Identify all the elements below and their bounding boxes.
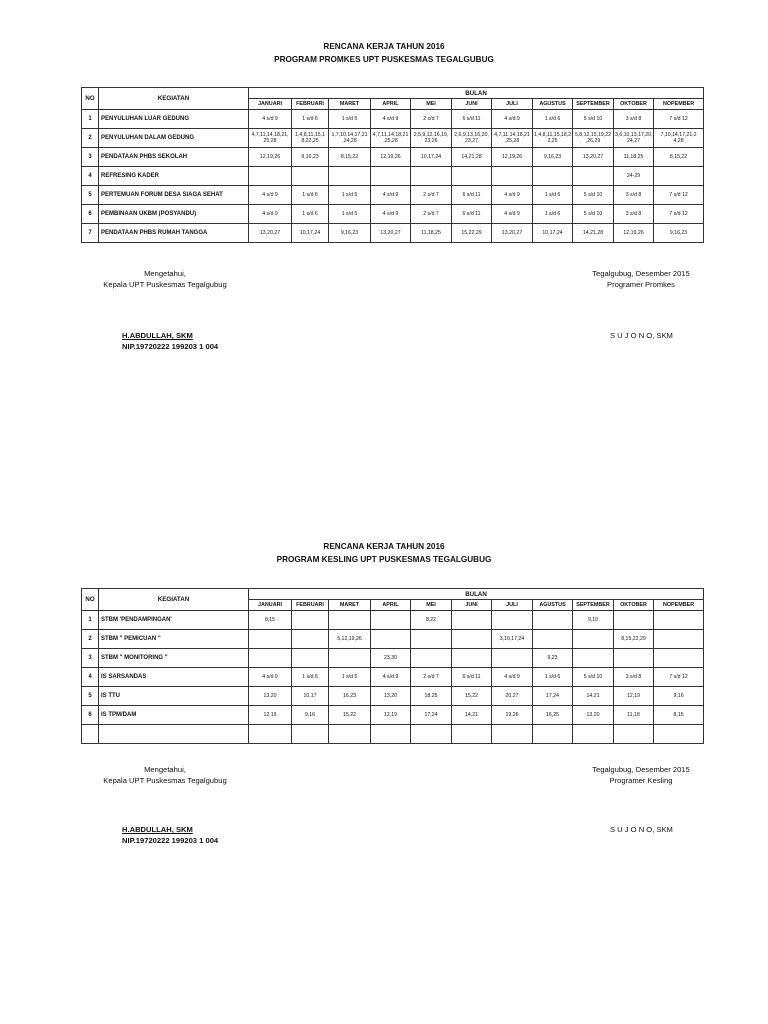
schedule-cell: 13,20,27	[249, 224, 292, 243]
schedule-cell: 12,19,26	[614, 224, 654, 243]
schedule-cell: 4 s/d 9	[371, 668, 411, 687]
schedule-cell	[371, 611, 411, 630]
row-number: 2	[82, 129, 99, 148]
schedule-cell	[411, 649, 452, 668]
header-month: JUNI	[452, 600, 492, 611]
schedule-cell: 19,26	[492, 706, 533, 725]
row-number: 4	[82, 167, 99, 186]
schedule-cell: 9,16	[292, 706, 329, 725]
sig-left-name: H.ABDULLAH, SKM	[122, 331, 193, 340]
header-bulan: BULAN	[249, 589, 704, 600]
header-month: MEI	[411, 99, 452, 110]
row-kegiatan: IS TPM/DAM	[99, 706, 249, 725]
sig-right-line1: Tegalgubug, Desember 2015	[592, 269, 690, 278]
schedule-cell: 5 s/d 10	[573, 186, 614, 205]
row-number: 4	[82, 668, 99, 687]
header-bulan: BULAN	[249, 88, 704, 99]
schedule-cell: 5 s/d 10	[573, 110, 614, 129]
schedule-cell: 4 s/d 9	[371, 205, 411, 224]
schedule-cell: 1 s/d 5	[329, 110, 371, 129]
empty-cell	[573, 725, 614, 744]
sig-left-line2: Kepala UPT Puskesmas Tegalgubug	[103, 280, 227, 289]
row-kegiatan: PEMBINAAN UKBM (POSYANDU)	[99, 205, 249, 224]
empty-cell	[99, 725, 249, 744]
schedule-cell	[452, 630, 492, 649]
row-number: 5	[82, 186, 99, 205]
schedule-cell: 1 s/d 6	[533, 186, 573, 205]
row-kegiatan: STBM " PEMICUAN "	[99, 630, 249, 649]
doc1-schedule-table	[81, 87, 704, 243]
schedule-cell: 4,7,11,14,18,21 ,25,28	[492, 129, 533, 148]
schedule-cell	[492, 611, 533, 630]
sig-right-line1: Tegalgubug, Desember 2015	[592, 765, 690, 774]
doc2-signature-right-name	[610, 824, 673, 835]
header-kegiatan: KEGIATAN	[99, 589, 249, 611]
doc2-schedule-table	[81, 588, 704, 744]
header-month: JANUARI	[249, 600, 292, 611]
schedule-cell: 11,18,25	[614, 148, 654, 167]
table-row	[82, 611, 704, 630]
doc1-title-line2: PROGRAM PROMKES UPT PUSKESMAS TEGALGUBUG	[274, 55, 494, 64]
header-month: AGUSTUS	[533, 600, 573, 611]
schedule-cell	[492, 167, 533, 186]
table-row	[82, 148, 704, 167]
schedule-cell: 8,22	[411, 611, 452, 630]
schedule-cell: 2 s/d 7	[411, 205, 452, 224]
schedule-cell: 4 s/d 9	[492, 186, 533, 205]
schedule-cell: 4,7,11,14,18,21, 25,28	[249, 129, 292, 148]
schedule-cell: 9,16,23	[329, 224, 371, 243]
table-row	[82, 205, 704, 224]
schedule-cell	[573, 167, 614, 186]
header-month: SEPTEMBER	[573, 600, 614, 611]
schedule-cell: 5,12,19,26	[329, 630, 371, 649]
header-month: APRIL	[371, 600, 411, 611]
schedule-cell: 15,22	[452, 687, 492, 706]
table-row	[82, 706, 704, 725]
empty-cell	[411, 725, 452, 744]
header-month: AGUSTUS	[533, 99, 573, 110]
schedule-cell	[249, 649, 292, 668]
schedule-cell: 2 s/d 7	[411, 110, 452, 129]
doc2-title	[0, 540, 768, 566]
schedule-cell	[292, 630, 329, 649]
schedule-cell: 17,24	[411, 706, 452, 725]
schedule-cell: 7 s/d 12	[654, 205, 704, 224]
schedule-cell: 14,21	[573, 687, 614, 706]
schedule-cell	[249, 630, 292, 649]
schedule-cell: 9,16,23	[533, 148, 573, 167]
schedule-cell: 4 s/d 9	[249, 668, 292, 687]
row-kegiatan: IS SARSANDAS	[99, 668, 249, 687]
sig-right-line2: Programer Promkes	[607, 280, 675, 289]
schedule-cell: 1 s/d 6	[292, 668, 329, 687]
schedule-cell: 8,15	[249, 611, 292, 630]
schedule-cell: 14,21,28	[452, 148, 492, 167]
header-month: NOPEMBER	[654, 99, 704, 110]
schedule-cell: 3,6,10,13,17,20, 24,27	[614, 129, 654, 148]
schedule-cell: 4 s/d 9	[249, 110, 292, 129]
schedule-cell: 5 s/d 10	[573, 205, 614, 224]
schedule-cell: 2 s/d 7	[411, 668, 452, 687]
schedule-cell: 16,25	[533, 706, 573, 725]
empty-cell	[249, 725, 292, 744]
schedule-cell: 8,15,22	[654, 148, 704, 167]
schedule-cell: 24-29	[614, 167, 654, 186]
sig-left-name: H.ABDULLAH, SKM	[122, 825, 193, 834]
table-row	[82, 186, 704, 205]
doc1-signature-left	[100, 268, 230, 290]
schedule-cell: 10,17,24	[411, 148, 452, 167]
schedule-cell: 13,20,27	[573, 148, 614, 167]
empty-cell	[614, 725, 654, 744]
schedule-cell: 11,18,25	[411, 224, 452, 243]
schedule-cell: 13,20	[573, 706, 614, 725]
schedule-cell: 1 s/d 5	[329, 186, 371, 205]
schedule-cell: 5,8,12,15,19,22 ,26,29	[573, 129, 614, 148]
schedule-cell	[573, 630, 614, 649]
header-month: MARET	[329, 99, 371, 110]
empty-cell	[492, 725, 533, 744]
empty-cell	[82, 725, 99, 744]
schedule-cell: 1 s/d 6	[533, 205, 573, 224]
schedule-cell: 16,23	[329, 687, 371, 706]
schedule-cell: 1,4,8,11,15,1 8,22,25	[292, 129, 329, 148]
schedule-cell: 3 s/d 8	[614, 186, 654, 205]
schedule-cell: 7 s/d 12	[654, 110, 704, 129]
schedule-cell: 20,27	[492, 687, 533, 706]
schedule-cell: 4 s/d 9	[492, 110, 533, 129]
schedule-cell: 13,20,27	[371, 224, 411, 243]
schedule-cell	[329, 611, 371, 630]
schedule-cell: 2,5,9,12,16,19, 23,26	[411, 129, 452, 148]
header-month: NOPEMBER	[654, 600, 704, 611]
schedule-cell	[292, 167, 329, 186]
doc2-title-line1: RENCANA KERJA TAHUN 2016	[323, 542, 445, 551]
row-number: 2	[82, 630, 99, 649]
schedule-cell: 14,21	[452, 706, 492, 725]
sig-left-line1: Mengetahui,	[144, 269, 186, 278]
row-kegiatan: PERTEMUAN FORUM DESA SIAGA SEHAT	[99, 186, 249, 205]
schedule-cell: 11,18	[614, 706, 654, 725]
schedule-cell: 5 s/d 10	[573, 668, 614, 687]
sig-right-line2: Programer Kesling	[609, 776, 673, 785]
schedule-cell	[452, 649, 492, 668]
schedule-cell: 1 s/d 6	[292, 110, 329, 129]
header-month: OKTOBER	[614, 99, 654, 110]
schedule-cell: 1,7,10,14,17,21 ,24,28	[329, 129, 371, 148]
header-month: SEPTEMBER	[573, 99, 614, 110]
schedule-cell: 6 s/d 11	[452, 186, 492, 205]
schedule-cell: 10,17,24	[292, 224, 329, 243]
schedule-cell: 13,20	[371, 687, 411, 706]
schedule-cell	[452, 611, 492, 630]
schedule-cell: 2 s/d 7	[411, 186, 452, 205]
schedule-cell: 9,16,23	[292, 148, 329, 167]
header-month: FEBRUARI	[292, 99, 329, 110]
schedule-cell: 9,16,23	[654, 224, 704, 243]
schedule-cell: 1 s/d 6	[292, 186, 329, 205]
row-number: 3	[82, 148, 99, 167]
table-row	[82, 129, 704, 148]
schedule-cell: 1 s/d 6	[533, 110, 573, 129]
header-month: JUNI	[452, 99, 492, 110]
header-month: APRIL	[371, 99, 411, 110]
schedule-cell: 12,19,26	[492, 148, 533, 167]
header-no: NO	[82, 88, 99, 110]
schedule-cell: 12,19	[249, 706, 292, 725]
schedule-cell	[533, 611, 573, 630]
schedule-cell	[614, 649, 654, 668]
empty-cell	[371, 725, 411, 744]
header-month: OKTOBER	[614, 600, 654, 611]
schedule-cell	[654, 611, 704, 630]
schedule-cell: 8,15,22,29	[614, 630, 654, 649]
schedule-cell: 4 s/d 9	[492, 205, 533, 224]
schedule-cell: 6 s/d 11	[452, 205, 492, 224]
schedule-cell: 23,30	[371, 649, 411, 668]
doc1-title	[0, 40, 768, 66]
schedule-cell: 12,19	[371, 706, 411, 725]
schedule-cell	[573, 649, 614, 668]
schedule-cell: 4 s/d 9	[371, 110, 411, 129]
table-row	[82, 649, 704, 668]
doc1-signature-left-name	[122, 330, 218, 352]
schedule-cell: 7,10,14,17,21,2 4,28	[654, 129, 704, 148]
row-kegiatan: STBM " MONITORING "	[99, 649, 249, 668]
empty-cell	[292, 725, 329, 744]
schedule-cell: 9,16	[654, 687, 704, 706]
schedule-cell	[371, 167, 411, 186]
schedule-cell: 13,20	[249, 687, 292, 706]
schedule-cell: 7 s/d 12	[654, 186, 704, 205]
row-number: 3	[82, 649, 99, 668]
table-row-empty	[82, 725, 704, 744]
empty-cell	[654, 725, 704, 744]
sig-right-name: S U J O N O, SKM	[610, 331, 673, 340]
schedule-cell: 12,19,26	[371, 148, 411, 167]
row-kegiatan: PENDATAAN PHBS RUMAH TANGGA	[99, 224, 249, 243]
schedule-cell	[654, 167, 704, 186]
schedule-cell	[411, 630, 452, 649]
sig-left-line2: Kepala UPT Puskesmas Tegalgubug	[103, 776, 227, 785]
schedule-cell: 4 s/d 9	[249, 205, 292, 224]
header-month: JANUARI	[249, 99, 292, 110]
schedule-cell: 9,23	[533, 649, 573, 668]
schedule-cell: 3 s/d 8	[614, 205, 654, 224]
schedule-cell: 13,20,27	[492, 224, 533, 243]
schedule-cell: 10,17,24	[533, 224, 573, 243]
schedule-cell: 1 s/d 5	[329, 205, 371, 224]
schedule-cell	[492, 649, 533, 668]
doc1-title-line1: RENCANA KERJA TAHUN 2016	[323, 42, 445, 51]
schedule-cell: 18,25	[411, 687, 452, 706]
row-kegiatan: PENYULUHAN LUAR GEDUNG	[99, 110, 249, 129]
table-row	[82, 687, 704, 706]
schedule-cell: 1,4,8,11,15,18,2 2,25	[533, 129, 573, 148]
schedule-cell: 4 s/d 9	[371, 186, 411, 205]
schedule-cell: 6 s/d 11	[452, 110, 492, 129]
schedule-cell	[249, 167, 292, 186]
row-number: 7	[82, 224, 99, 243]
schedule-cell: 4 s/d 9	[249, 186, 292, 205]
schedule-cell: 4 s/d 9	[492, 668, 533, 687]
row-kegiatan: IS TTU	[99, 687, 249, 706]
header-kegiatan: KEGIATAN	[99, 88, 249, 110]
schedule-cell	[411, 167, 452, 186]
schedule-cell	[654, 649, 704, 668]
header-month: MEI	[411, 600, 452, 611]
schedule-cell: 8,15	[654, 706, 704, 725]
empty-cell	[452, 725, 492, 744]
header-month: JULI	[492, 99, 533, 110]
schedule-cell	[329, 167, 371, 186]
row-number: 6	[82, 205, 99, 224]
header-month: MARET	[329, 600, 371, 611]
schedule-cell	[533, 630, 573, 649]
doc2-signature-left	[100, 764, 230, 786]
table-row	[82, 668, 704, 687]
schedule-cell: 1 s/d 5	[329, 668, 371, 687]
doc1-signature-right	[568, 268, 714, 290]
schedule-cell	[371, 630, 411, 649]
schedule-cell	[292, 649, 329, 668]
sig-right-name: S U J O N O, SKM	[610, 825, 673, 834]
schedule-cell: 7 s/d 12	[654, 668, 704, 687]
schedule-cell: 17,24	[533, 687, 573, 706]
empty-cell	[533, 725, 573, 744]
header-no: NO	[82, 589, 99, 611]
schedule-cell: 15,22,29	[452, 224, 492, 243]
schedule-cell: 12,19,26	[249, 148, 292, 167]
table-row	[82, 630, 704, 649]
schedule-cell	[533, 167, 573, 186]
doc2-signature-right	[568, 764, 714, 786]
schedule-cell: 1 s/d 6	[533, 668, 573, 687]
table-row	[82, 224, 704, 243]
row-kegiatan: PENDATAAN PHBS SEKOLAH	[99, 148, 249, 167]
row-number: 5	[82, 687, 99, 706]
row-kegiatan: STBM 'PENDAMPINGAN'	[99, 611, 249, 630]
schedule-cell	[614, 611, 654, 630]
schedule-cell: 3 s/d 8	[614, 110, 654, 129]
schedule-cell: 14,21,28	[573, 224, 614, 243]
row-kegiatan: REFRESING KADER	[99, 167, 249, 186]
sig-left-line1: Mengetahui,	[144, 765, 186, 774]
row-number: 1	[82, 110, 99, 129]
schedule-cell: 4,7,11,14,18,21 ,25,28	[371, 129, 411, 148]
schedule-cell: 2,6,9,13,16,20, 23,27	[452, 129, 492, 148]
schedule-cell: 15,22	[329, 706, 371, 725]
schedule-cell	[329, 649, 371, 668]
header-month: JULI	[492, 600, 533, 611]
schedule-cell	[292, 611, 329, 630]
table-row	[82, 167, 704, 186]
doc2-signature-left-name	[122, 824, 218, 846]
schedule-cell: 8,15,22	[329, 148, 371, 167]
schedule-cell: 3,10,17,24	[492, 630, 533, 649]
header-month: FEBRUARI	[292, 600, 329, 611]
sig-left-nip: NIP.19720222 199203 1 004	[122, 836, 219, 845]
schedule-cell	[654, 630, 704, 649]
schedule-cell: 10,17	[292, 687, 329, 706]
schedule-cell: 6 s/d 11	[452, 668, 492, 687]
schedule-cell: 3 s/d 8	[614, 668, 654, 687]
schedule-cell: 1 s/d 6	[292, 205, 329, 224]
row-number: 6	[82, 706, 99, 725]
row-kegiatan: PENYULUHAN DALAM GEDUNG	[99, 129, 249, 148]
sig-left-nip: NIP.19720222 199203 1 004	[122, 342, 219, 351]
empty-cell	[329, 725, 371, 744]
doc1-signature-right-name	[610, 330, 673, 341]
schedule-cell: 9,10	[573, 611, 614, 630]
row-number: 1	[82, 611, 99, 630]
schedule-cell: 12,19	[614, 687, 654, 706]
table-row	[82, 110, 704, 129]
schedule-cell	[452, 167, 492, 186]
doc2-title-line2: PROGRAM KESLING UPT PUSKESMAS TEGALGUBUG	[276, 555, 492, 564]
